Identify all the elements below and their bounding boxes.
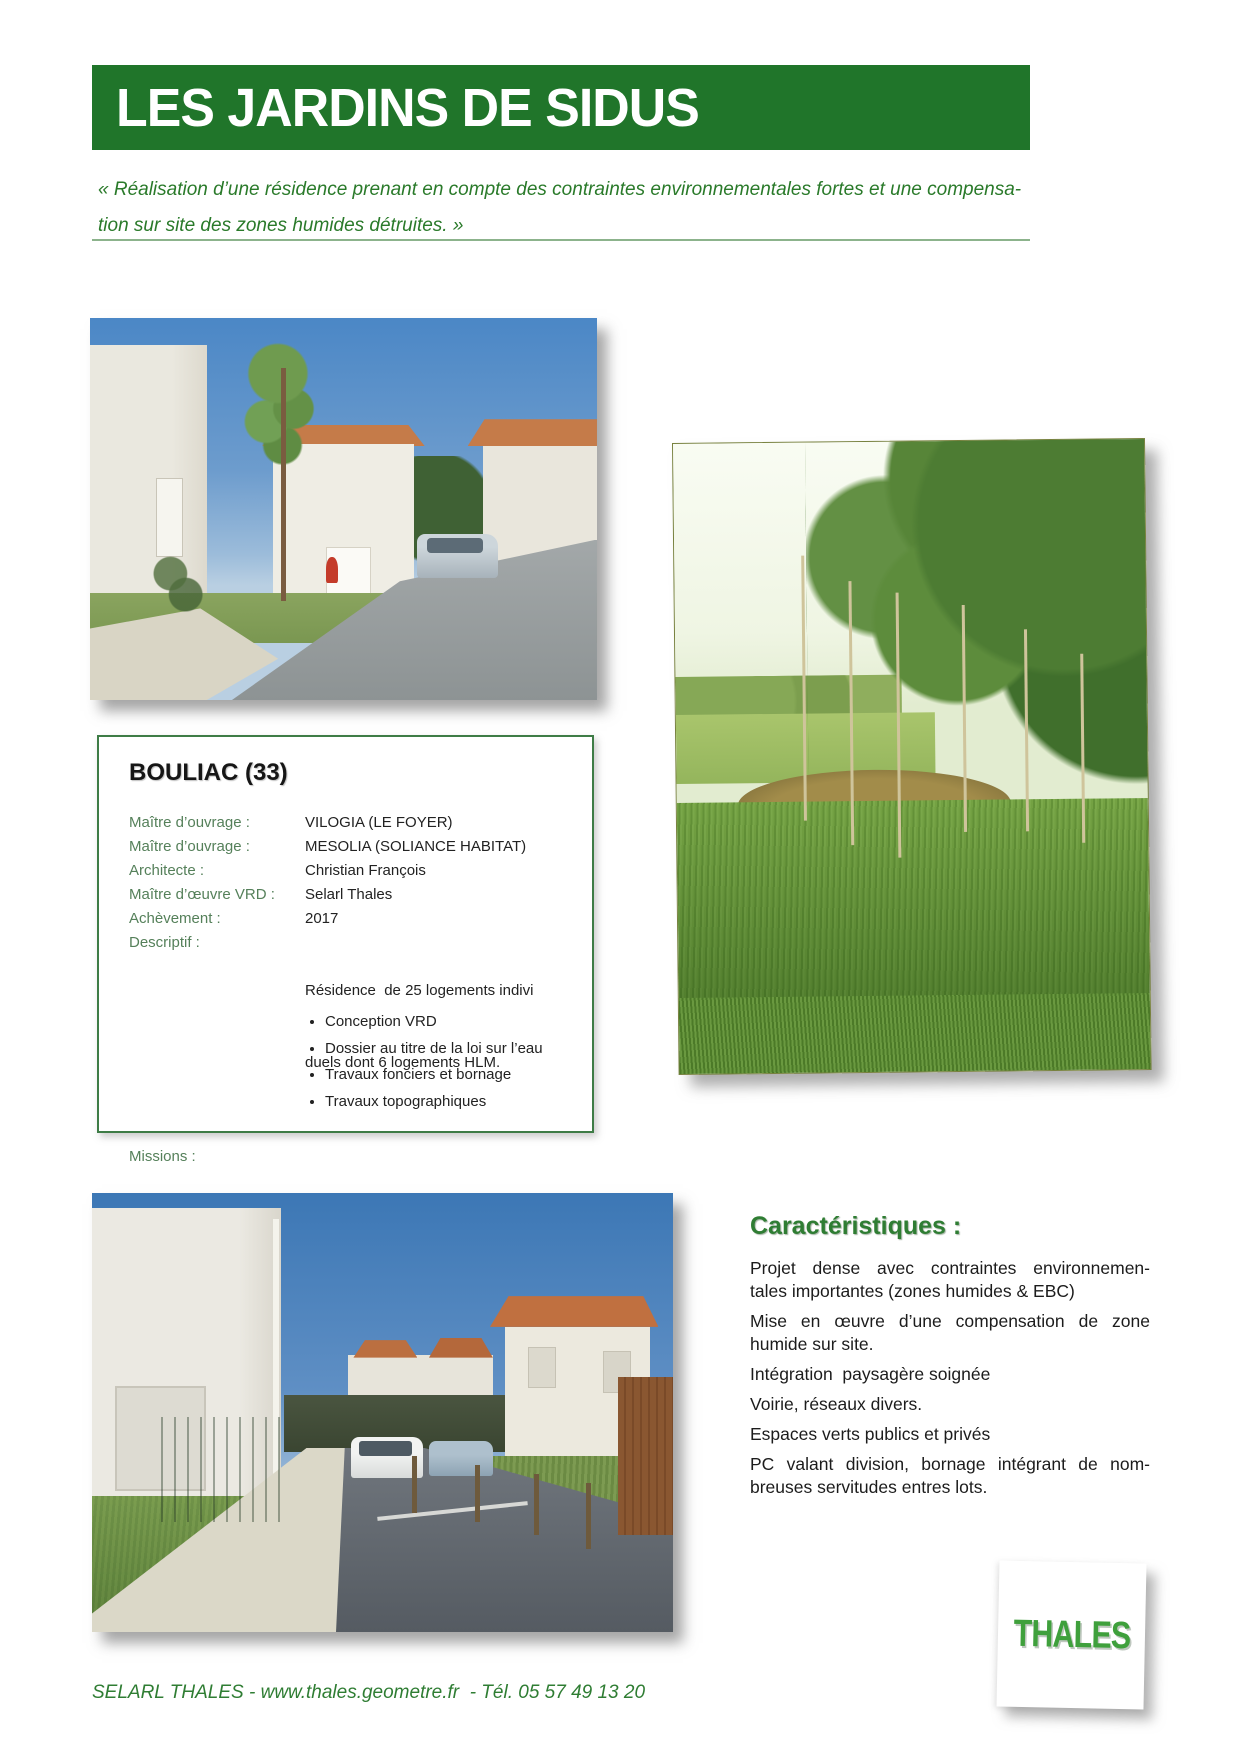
field-row xyxy=(129,811,574,835)
wooden-fence xyxy=(618,1377,673,1535)
characteristic-item: Intégration paysagère soignée xyxy=(750,1364,991,1384)
fence-post xyxy=(475,1465,480,1522)
header-divider xyxy=(92,239,1030,241)
characteristic-item: Projet dense avec contraintes environnemen- tales importantes (zones humides & EBC) xyxy=(750,1258,1150,1301)
field-label: Maître d’ouvrage : xyxy=(129,814,250,831)
characteristic-item: Mise en œuvre d’une compensation de zone humide sur site. xyxy=(750,1311,1150,1354)
foreground-grass xyxy=(679,993,1151,1074)
characteristic-item: Voirie, réseaux divers. xyxy=(750,1394,923,1414)
fence-post xyxy=(586,1483,591,1549)
mission-item: • Dossier au titre de la loi sur l’eau xyxy=(325,1040,543,1057)
tree-trunk xyxy=(281,368,286,601)
car-windows xyxy=(359,1441,411,1456)
page-title: LES JARDINS DE SIDUS xyxy=(116,77,699,138)
characteristics-section xyxy=(750,1212,1150,1506)
field-label: Maître d’ouvrage : xyxy=(129,838,250,855)
quote-line: « Réalisation d’une résidence prenant en compte des contraintes environnementales fortes et une compensa- xyxy=(98,179,1022,200)
fence-post xyxy=(534,1474,539,1535)
field-value: Christian François xyxy=(305,862,426,879)
photo-residence-roadway xyxy=(92,1193,673,1632)
house-roof xyxy=(490,1296,658,1327)
mission-item: • Travaux topographiques xyxy=(325,1093,543,1110)
field-label: Achèvement : xyxy=(129,910,221,927)
characteristic-item: PC valant division, bornage intégrant de nom- breuses servitudes entres lots. xyxy=(750,1454,1150,1497)
descriptif-line: Résidence de 25 logements indivi xyxy=(305,982,534,999)
fire-hydrant xyxy=(326,557,338,584)
photo-residence-street xyxy=(90,318,597,700)
field-value: VILOGIA (LE FOYER) xyxy=(305,814,453,831)
characteristic-item: Espaces verts publics et privés xyxy=(750,1424,991,1444)
missions-list xyxy=(295,1013,543,1119)
field-value: 2017 xyxy=(305,910,339,927)
car-windows xyxy=(427,538,483,553)
field-row xyxy=(129,859,574,883)
thales-logo xyxy=(996,1560,1146,1709)
mission-item: • Travaux fonciers et bornage xyxy=(325,1066,543,1083)
quote-line: tion sur site des zones humides détruites. » xyxy=(98,215,464,236)
photo-wetland-compensation xyxy=(672,438,1152,1075)
project-name: BOULIAC (33) xyxy=(129,759,288,786)
title-banner xyxy=(92,65,1030,150)
thales-logo-text: THALES xyxy=(1012,1612,1131,1657)
parked-car xyxy=(429,1441,493,1476)
tree-mass xyxy=(805,438,1152,808)
window xyxy=(528,1347,556,1389)
descriptif-line: duels dont 6 logements HLM. xyxy=(305,1054,501,1071)
missions-label: Missions : xyxy=(129,1148,196,1165)
field-value: Selarl Thales xyxy=(305,886,393,903)
field-row xyxy=(129,883,574,907)
fence-post xyxy=(412,1456,417,1513)
field-label: Descriptif : xyxy=(129,934,200,951)
shrub xyxy=(146,540,207,624)
characteristics-heading: Caractéristiques : xyxy=(750,1212,962,1240)
field-label: Maître d’œuvre VRD : xyxy=(129,886,275,903)
field-row xyxy=(129,835,574,859)
footer-contact: SELARL THALES - www.thales.geometre.fr - Tél. 05 57 49 13 20 xyxy=(92,1682,646,1703)
wire-fence xyxy=(150,1417,284,1522)
project-quote xyxy=(98,172,1033,244)
mission-item: • Conception VRD xyxy=(325,1013,543,1030)
project-info-box xyxy=(97,735,594,1165)
field-value: MESOLIA (SOLIANCE HABITAT) xyxy=(305,838,527,855)
house-roof xyxy=(468,419,597,446)
field-label: Architecte : xyxy=(129,862,205,879)
field-row xyxy=(129,907,574,931)
